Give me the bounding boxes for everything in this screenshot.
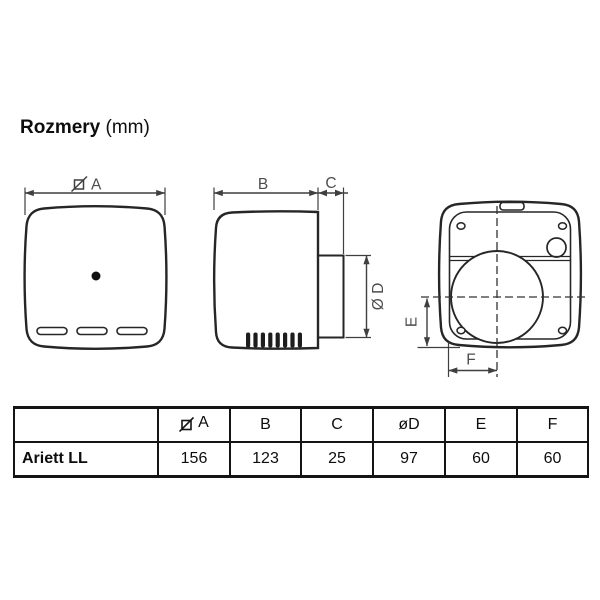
value-b-cell: 123 (230, 442, 301, 477)
dim-F-label: F (466, 351, 476, 369)
cable-gland-circle (547, 238, 566, 257)
title-unit: (mm) (105, 117, 150, 138)
header-d-cell: øD (373, 408, 445, 443)
dimensions-table (13, 406, 589, 478)
page-title (20, 116, 150, 140)
dim-A-label: A (91, 176, 102, 194)
dim-D (346, 256, 388, 338)
dim-C (318, 175, 348, 254)
vent-slots (37, 328, 147, 335)
table-row (14, 442, 588, 477)
screw-hole (457, 327, 465, 333)
header-model-cell (14, 408, 158, 443)
header-a-cell (158, 408, 230, 443)
model-name-cell: Ariett LL (14, 442, 158, 477)
dim-B-label: B (257, 176, 269, 193)
value-e-cell: 60 (445, 442, 517, 477)
screw-hole (457, 223, 465, 229)
square-slash-icon (179, 416, 195, 432)
value-f-cell: 60 (517, 442, 588, 477)
header-b-cell: B (230, 408, 301, 443)
vent-slot (77, 328, 107, 335)
side-view (214, 211, 343, 348)
duct-outline (318, 256, 344, 338)
table-header-row (14, 408, 588, 443)
indicator-dot (92, 272, 101, 281)
dim-E-label: E (403, 316, 421, 328)
header-f-cell: F (517, 408, 588, 443)
top-latch-tab (500, 203, 524, 211)
value-c-cell: 25 (301, 442, 373, 477)
square-symbol (72, 177, 88, 192)
dim-B (214, 176, 318, 210)
screw-hole (559, 223, 567, 229)
header-a-label: A (198, 414, 209, 431)
value-a-cell: 156 (158, 442, 230, 477)
dim-C-label: C (325, 175, 337, 192)
dim-D-label: Ø D (370, 282, 387, 311)
vent-slot (117, 328, 147, 335)
value-d-cell: 97 (373, 442, 445, 477)
back-view (421, 202, 587, 377)
header-c-cell: C (301, 408, 373, 443)
header-e-cell: E (445, 408, 517, 443)
vent-slot (37, 328, 67, 335)
front-view (25, 206, 167, 349)
screw-hole (559, 327, 567, 333)
side-grille (246, 333, 302, 348)
dimension-diagram (0, 160, 600, 406)
title-text: Rozmery (20, 117, 101, 138)
side-view-outline (214, 211, 318, 348)
